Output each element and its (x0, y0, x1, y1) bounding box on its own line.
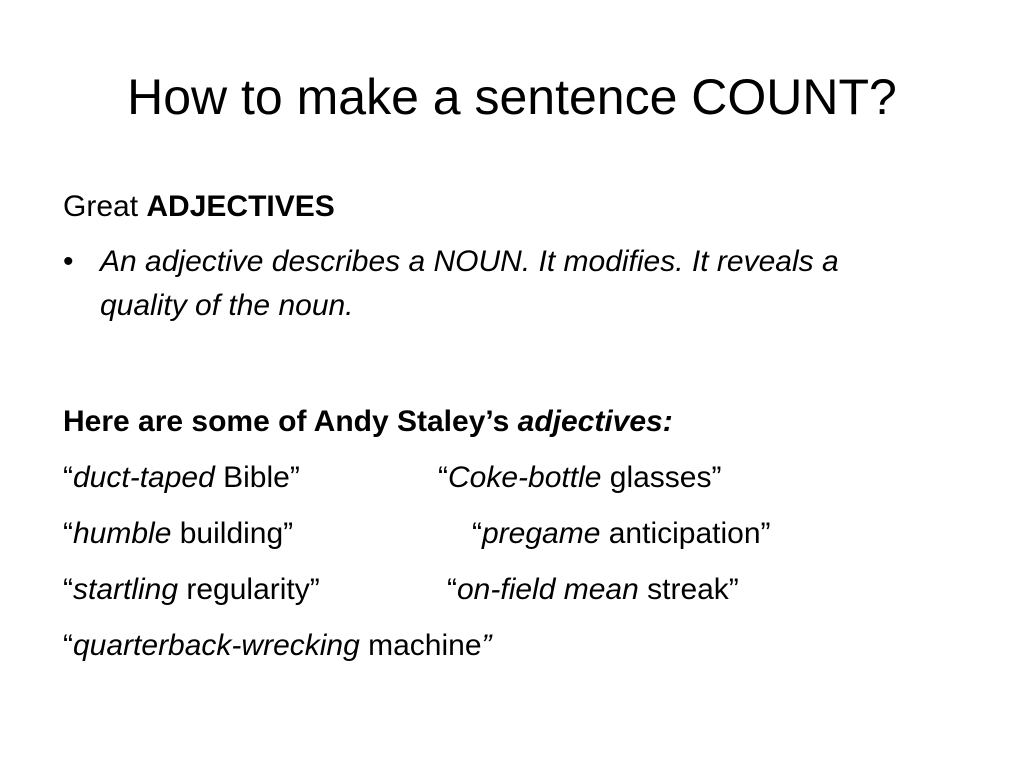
close-quote: ” (481, 629, 492, 662)
example-phrase (63, 514, 293, 554)
bullet-definition: An adjective describes a NOUN. It modifies. It reveals a quality of the noun. (100, 245, 839, 322)
open-quote: “ (438, 461, 448, 494)
open-quote: “ (63, 517, 73, 550)
section-heading (63, 187, 335, 227)
example-phrase (63, 458, 300, 498)
example-noun: building” (171, 517, 294, 550)
example-adjective: pregame (482, 517, 601, 550)
examples-heading-bold-italic: adjectives: (517, 405, 673, 438)
example-adjective: Coke-bottle (448, 461, 602, 494)
slide-title: How to make a sentence COUNT? (127, 69, 897, 125)
open-quote: “ (63, 573, 73, 606)
bullet-icon: • (63, 245, 74, 278)
example-phrase (63, 626, 492, 666)
example-adjective: duct-taped (73, 461, 215, 494)
example-phrase (63, 570, 320, 610)
open-quote: “ (63, 461, 73, 494)
open-quote: “ (447, 573, 457, 606)
example-noun: glasses” (601, 461, 722, 494)
example-noun: regularity” (178, 573, 320, 606)
example-noun: Bible” (214, 461, 300, 494)
example-noun: machine (359, 629, 482, 662)
heading-prefix: Great (63, 190, 147, 223)
example-phrase (447, 570, 739, 610)
example-adjective: on-field mean (457, 573, 639, 606)
heading-bold: ADJECTIVES (146, 190, 335, 223)
examples-heading (63, 402, 673, 442)
example-phrase (472, 514, 771, 554)
example-adjective: startling (73, 573, 179, 606)
example-noun: streak” (638, 573, 739, 606)
example-adjective: quarterback-wrecking (73, 629, 360, 662)
example-noun: anticipation” (600, 517, 771, 550)
example-phrase (438, 458, 721, 498)
open-quote: “ (472, 517, 482, 550)
examples-heading-bold: Here are some of Andy Staley’s (63, 405, 518, 438)
open-quote: “ (63, 629, 73, 662)
example-adjective: humble (73, 517, 172, 550)
